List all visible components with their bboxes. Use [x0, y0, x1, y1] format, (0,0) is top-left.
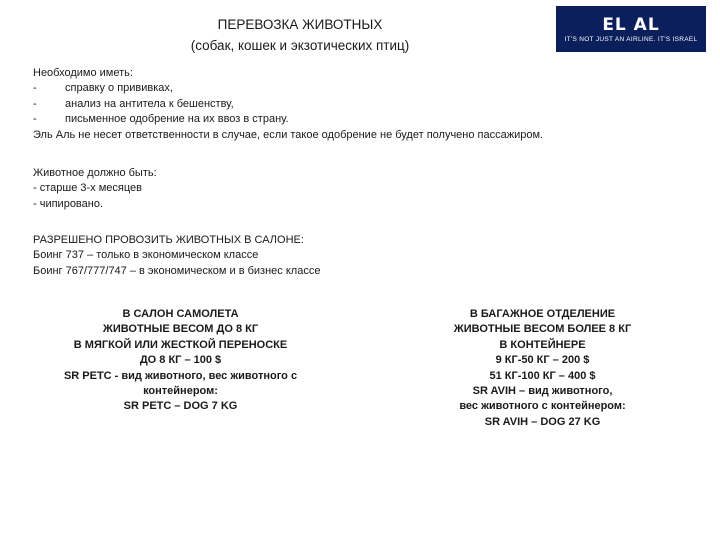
el-al-logo — [556, 6, 706, 52]
cabin-column-line: ДО 8 КГ – 100 $ — [139, 354, 222, 367]
cabin-allowed-heading: РАЗРЕШЕНО ПРОВОЗИТЬ ЖИВОТНЫХ В САЛОНЕ: — [33, 234, 304, 246]
cargo-column-line: В БАГАЖНОЕ ОТДЕЛЕНИЕ — [469, 308, 616, 320]
animal-conditions-section — [33, 166, 157, 212]
cargo-column-line: 51 КГ-100 КГ – 400 $ — [489, 369, 596, 382]
cargo-column-line: вес животного с контейнером: — [459, 400, 626, 413]
liability-note: Эль Аль не несет ответственности в случае, если такое одобрение не будет получено пассажиром. — [33, 128, 544, 141]
logo-wordmark: EL AL — [602, 14, 660, 35]
requirement-item: - анализ на антитела к бешенству, — [33, 97, 234, 110]
cargo-transport-column — [400, 307, 685, 430]
animal-condition-item: - старше 3-х месяцев — [33, 182, 142, 195]
cabin-column-line: ЖИВОТНЫЕ ВЕСОМ ДО 8 КГ — [102, 323, 259, 336]
requirement-item: - письменное одобрение на их ввоз в страну. — [33, 113, 289, 126]
title-line-2: (собак, кошек и экзотических птиц) — [190, 38, 410, 53]
title-line-1: ПЕРЕВОЗКА ЖИВОТНЫХ — [217, 17, 383, 32]
cabin-column-line: В МЯГКОЙ ИЛИ ЖЕСТКОЙ ПЕРЕНОСКЕ — [73, 338, 288, 351]
animal-heading: Животное должно быть: — [33, 167, 157, 179]
cargo-column-line: SR AVIH – вид животного, — [472, 385, 613, 398]
cargo-column-line: ЖИВОТНЫЕ ВЕСОМ БОЛЕЕ 8 КГ — [453, 323, 632, 336]
aircraft-rule: Боинг 737 – только в экономическом классе — [33, 249, 259, 262]
requirements-section — [33, 66, 543, 143]
cabin-allowed-section — [33, 233, 320, 279]
cabin-column-line: SR PETC – DOG 7 KG — [123, 400, 238, 413]
cabin-column-line: контейнером: — [143, 385, 218, 398]
cargo-column-line: SR AVIH – DOG 27 KG — [484, 415, 601, 428]
cargo-column-line: В КОНТЕЙНЕРЕ — [499, 338, 586, 351]
animal-condition-item: - чипировано. — [33, 197, 104, 210]
cabin-column-line: В САЛОН САМОЛЕТА — [122, 308, 239, 320]
cabin-transport-column — [38, 307, 323, 415]
logo-tagline: IT'S NOT JUST AN AIRLINE. IT'S ISRAEL — [564, 35, 698, 43]
page-title — [150, 14, 450, 56]
requirement-item: - справку о прививках, — [33, 82, 173, 95]
requirements-heading: Необходимо иметь: — [33, 67, 133, 79]
aircraft-rule: Боинг 767/777/747 – в экономическом и в бизнес классе — [33, 264, 321, 277]
cabin-column-line: SR PETC - вид животного, вес животного с — [63, 369, 298, 382]
cargo-column-line: 9 КГ-50 КГ – 200 $ — [495, 354, 590, 367]
